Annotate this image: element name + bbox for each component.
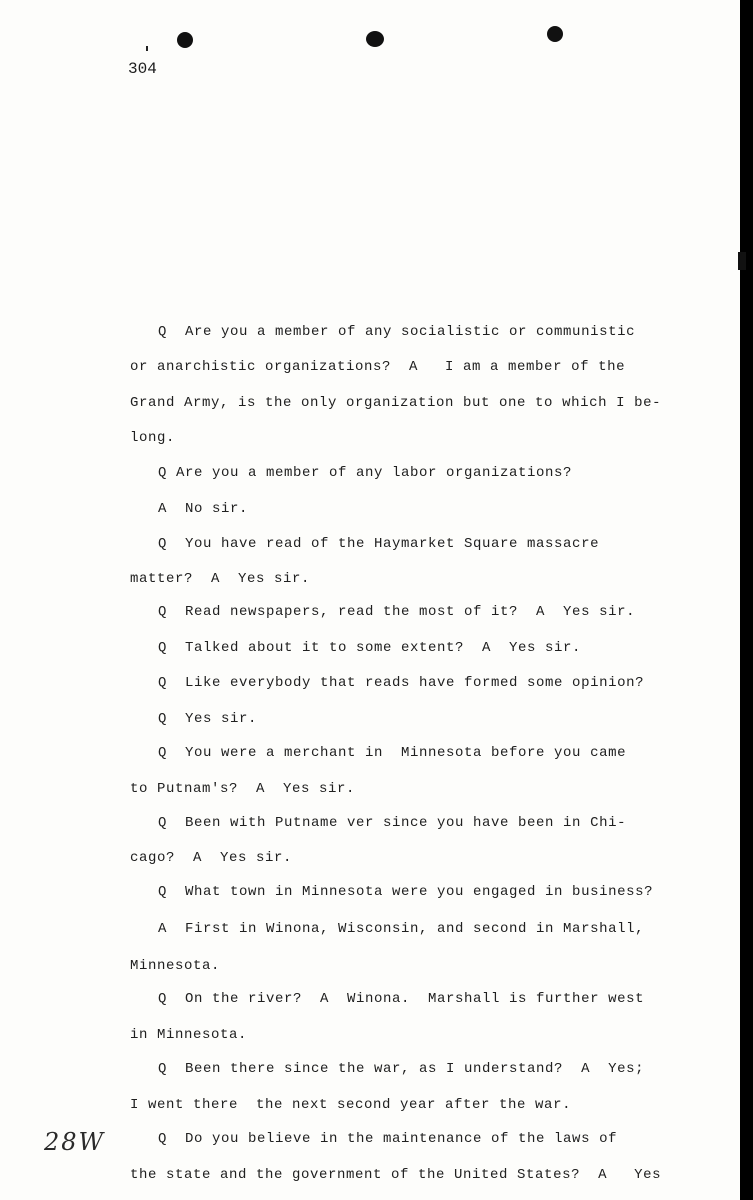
punch-hole-right [547, 26, 563, 42]
transcript-line: long. [130, 430, 176, 446]
transcript-line: A No sir. [158, 501, 249, 517]
transcript-line: A First in Winona, Wisconsin, and second in Marshall, [158, 921, 645, 937]
handwritten-margin-note: 28W [44, 1128, 106, 1156]
transcript-line: Q Yes sir. [158, 711, 258, 727]
transcript-line: Q Do you believe in the maintenance of the laws of [158, 1131, 618, 1147]
transcript-line: Q What town in Minnesota were you engaged in business? [158, 884, 654, 900]
transcript-line: the state and the government of the United States? A Yes [130, 1167, 662, 1183]
transcript-line: Q Read newspapers, read the most of it? A Yes sir. [158, 604, 636, 620]
transcript-line: I went there the next second year after the war. [130, 1097, 572, 1113]
punch-hole-center [366, 31, 384, 47]
transcript-line: Minnesota. [130, 958, 221, 974]
transcript-line: Q You have read of the Haymarket Square massacre [158, 536, 600, 552]
transcript-line: to Putnam's? A Yes sir. [130, 781, 356, 797]
transcript-line: Q Been there since the war, as I understand? A Yes; [158, 1061, 645, 1077]
transcript-line: cago? A Yes sir. [130, 850, 293, 866]
edge-mark [738, 252, 746, 270]
transcript-line: Q Are you a member of any labor organizations? [158, 465, 573, 481]
transcript-line: Q Are you a member of any socialistic or communistic [158, 324, 636, 340]
transcript-line: Q On the river? A Winona. Marshall is further west [158, 991, 645, 1007]
transcript-line: matter? A Yes sir. [130, 571, 311, 587]
page-number: 304 [128, 60, 157, 78]
transcript-line: Grand Army, is the only organization but one to which I be- [130, 395, 662, 411]
punch-hole-left [177, 32, 193, 48]
transcript-line: or anarchistic organizations? A I am a member of the [130, 359, 626, 375]
transcript-line: Q You were a merchant in Minnesota before you came [158, 745, 627, 761]
transcript-line: Q Talked about it to some extent? A Yes sir. [158, 640, 582, 656]
transcript-line: Q Been with Putname ver since you have been in Chi- [158, 815, 627, 831]
transcript-line: Q Like everybody that reads have formed some opinion? [158, 675, 645, 691]
transcript-line: in Minnesota. [130, 1027, 248, 1043]
ink-mark [146, 46, 148, 51]
